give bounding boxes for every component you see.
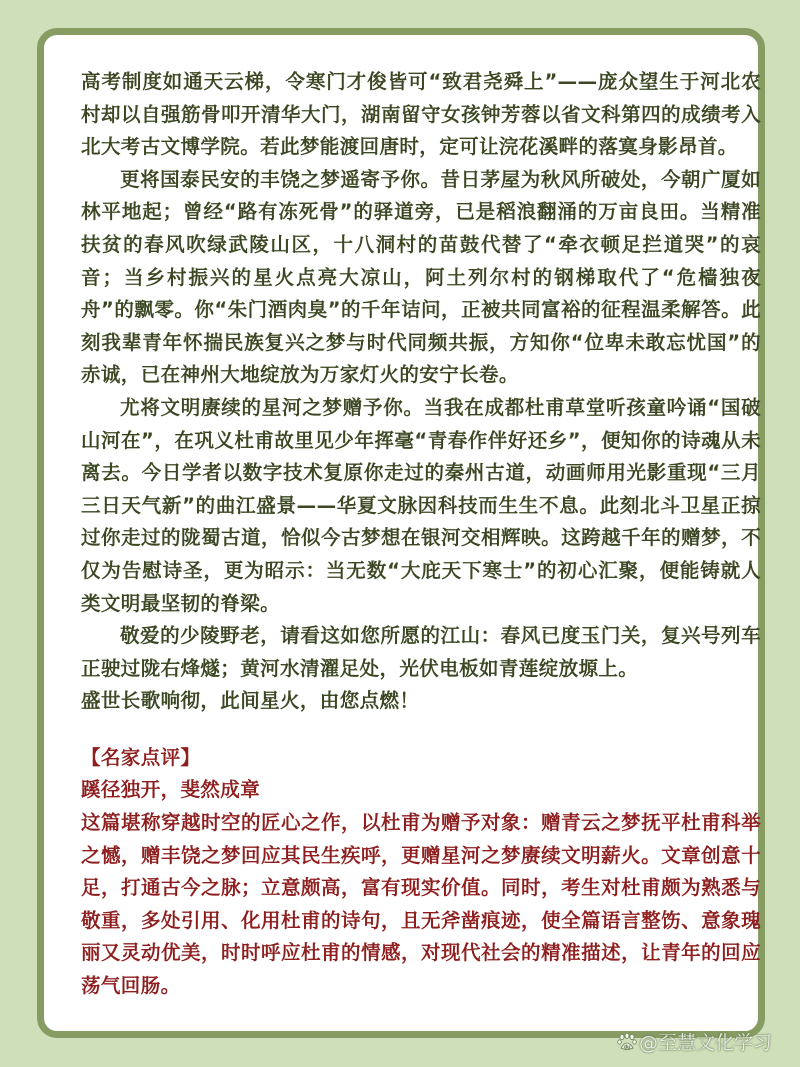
baidu-paw-icon [617,1033,637,1051]
essay-paragraph-2: 更将国泰民安的丰饶之梦遥寄予你。昔日茅屋为秋风所破处，今朝广厦如林平地起；曾经“路有冻死骨”的驿道旁，已是稻浪翻涌的万亩良田。当精准扶贫的春风吹绿武陵山区，十八洞村的苗鼓代替了“牵衣顿足拦道哭”的哀音；当乡村振兴的星火点亮大凉山，阿土列尔村的钢梯取代了“危樯独夜舟”的飘零。你“朱门酒肉臭”的千年诘问，正被共同富裕的征程温柔解答。此刻我辈青年怀揣民族复兴之梦与时代同频共振，方知你“位卑未敢忘忧国”的赤诚，已在神州大地绽放为万家灯火的安宁长卷。 [81,167,761,387]
svg-text:du: du [624,1044,631,1050]
section-divider-space [81,718,761,742]
essay-paragraph-1: 高考制度如通天云梯，令寒门才俊皆可“致君尧舜上”——庞众望生于河北农村却以自强筋骨叩开清华大门，湖南留守女孩钟芳蓉以省文科第四的成绩考入北大考古文博学院。若此梦能渡回唐时，定可让浣花溪畔的落寞身影昂首。 [81,70,761,159]
essay-paragraph-4: 敬爱的少陵野老，请看这如您所愿的江山：春风已度玉门关，复兴号列车正驶过陇右烽燧；黄河水清濯足处，光伏电板如青莲绽放塬上。 [81,624,761,680]
essay-closing-line: 盛世长歌响彻，此间星火，由您点燃！ [81,689,420,713]
essay-card [37,28,765,1038]
watermark-text: @至慧文化学习 [639,1032,773,1054]
watermark [617,1028,772,1055]
review-subtitle: 蹊径独开，斐然成章 [81,778,261,802]
essay-paragraph-3: 尤将文明赓续的星河之梦赠予你。当我在成都杜甫草堂听孩童吟诵“国破山河在”，在巩义杜甫故里见少年挥毫“青春作伴好还乡”，便知你的诗魂从未离去。今日学者以数字技术复原你走过的秦州古道，动画师用光影重现“三月三日天气新”的曲江盛景——华夏文脉因科技而生生不息。此刻北斗卫星正掠过你走过的陇蜀古道，恰似今古梦想在银河交相辉映。这跨越千年的赠梦，不仅为告慰诗圣，更为昭示：当无数“大庇天下寒士”的初心汇聚，便能铸就人类文明最坚韧的脊梁。 [81,395,761,615]
review-body: 这篇堪称穿越时空的匠心之作，以杜甫为赠予对象：赠青云之梦抚平杜甫科举之憾，赠丰饶之梦回应其民生疾呼，更赠星河之梦赓续文明薪火。文章创意十足，打通古今之脉；立意颇高，富有现实价值。同时，考生对杜甫颇为熟悉与敬重，多处引用、化用杜甫的诗句，且无斧凿痕迹，使全篇语言整饬、意象瑰丽又灵动优美，时时呼应杜甫的情感，对现代社会的精准描述，让青年的回应荡气回肠。 [81,811,761,998]
review-heading: 【名家点评】 [81,745,201,769]
essay-content [81,66,761,1003]
